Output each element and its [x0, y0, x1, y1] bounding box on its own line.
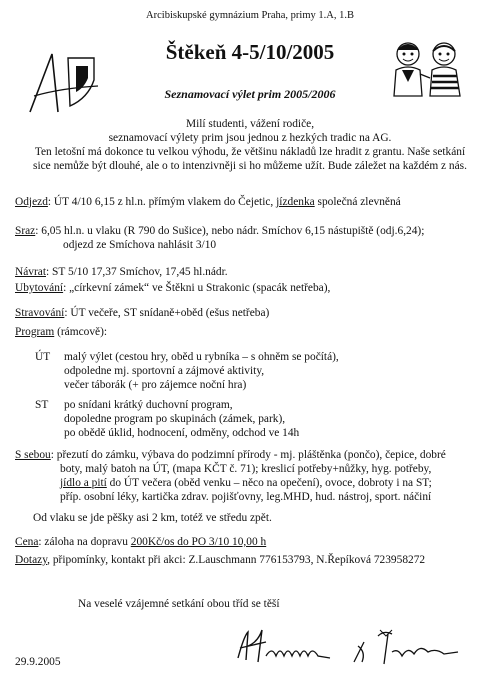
- cena-label: Cena: [15, 536, 39, 548]
- document-date: 29.9.2005: [15, 656, 61, 668]
- page-subtitle: Seznamovací výlet prim 2005/2006: [164, 87, 336, 101]
- program-item: večer táborák (+ pro zájemce noční hra): [64, 379, 247, 391]
- odjezd-text-end: společná zlevněná: [314, 196, 401, 208]
- sebou-row: [15, 448, 446, 462]
- odjezd-row: [15, 195, 401, 209]
- program-note: (rámcově):: [54, 326, 108, 338]
- odjezd-text: : ÚT 4/10 6,15 z hl.n. přímým vlakem do Čejetic,: [47, 196, 277, 208]
- ubytovani-label: Ubytování: [15, 282, 64, 294]
- sebou-line2: boty, malý batoh na ÚT, (mapa KČT č. 71); kreslicí potřeby+nůžky, hyg. potřeby,: [60, 463, 432, 475]
- walk-note: Od vlaku se jde pěšky asi 2 km, totéž ve středu zpět.: [33, 512, 272, 524]
- odjezd-ticket: jízdenka: [276, 196, 315, 208]
- stravovani-label: Stravování: [15, 307, 65, 319]
- program-item: dopoledne program po skupinách (zámek, park),: [64, 413, 286, 425]
- dotazy-text: , připomínky, kontakt při akci: Z.Lauschmann 776153793, N.Řepíková 723958272: [47, 554, 426, 566]
- stravovani-row: [15, 306, 269, 320]
- program-item: po snídani krátký duchovní program,: [64, 399, 233, 411]
- intro-line: Ten letošní má dokonce tu velkou výhodu, že většinu nákladů lze hradit z grantu. Naše setkání: [34, 146, 466, 158]
- sebou-food-label: jídlo a pití: [60, 477, 107, 489]
- sebou-food-row: [60, 476, 432, 490]
- program-label: Program: [15, 326, 55, 338]
- cena-row: [15, 535, 266, 549]
- sebou-line4: příp. osobní léky, kartička zdrav. pojišťovny, leg.MHD, hud. nástroj, sport. náčiní: [60, 491, 432, 503]
- sraz-line2: odjezd ze Smíchova nahlásit 3/10: [63, 239, 217, 251]
- cena-text: : záloha na dopravu: [38, 536, 131, 548]
- sebou-label: S sebou: [15, 449, 51, 461]
- page-title: Štěkeň 4-5/10/2005: [165, 40, 335, 64]
- handwritten-signatures: [232, 622, 472, 672]
- navrat-row: [15, 265, 228, 279]
- odjezd-label: Odjezd: [15, 196, 48, 208]
- program-day-ut: ÚT: [35, 351, 51, 363]
- intro-greeting: Milí studenti, vážení rodiče,: [185, 118, 315, 130]
- intro-line: seznamovací výlety prim jsou jednou z hezkých tradic na AG.: [108, 132, 392, 144]
- dotazy-row: [15, 553, 425, 567]
- sebou-text: : přezutí do zámku, výbava do podzimní přírody - mj. pláštěnka (pončo), čepice, dobré: [50, 449, 446, 461]
- closing-line: Na veselé vzájemné setkání obou tříd se těší: [78, 598, 280, 610]
- ubytovani-row: [15, 281, 330, 295]
- program-day-st: ST: [35, 399, 49, 411]
- ubytovani-text: : „církevní zámek“ ve Štěkni u Strakonic (spacák netřeba),: [63, 282, 331, 294]
- intro-line: sice nemůže být dlouhé, ale o to intenzivněji si ho můžeme užít. Bude záležet na každém z nás.: [33, 160, 467, 172]
- program-item: malý výlet (cestou hry, oběd u rybníka – s ohněm se počítá),: [64, 351, 339, 363]
- sraz-text: : 6,05 hl.n. u vlaku (R 790 do Sušice), nebo nádr. Smíchov 6,15 nástupiště (odj.6,24);: [35, 225, 425, 237]
- sraz-row: [15, 224, 424, 238]
- navrat-text: : ST 5/10 17,37 Smíchov, 17,45 hl.nádr.: [46, 266, 228, 278]
- program-item: odpoledne mj. sportovní a zájmové aktivity,: [64, 365, 265, 377]
- cena-amount: 200Kč/os do PO 3/10 10,00 h: [130, 536, 267, 548]
- sraz-label: Sraz: [15, 225, 36, 237]
- navrat-label: Návrat: [15, 266, 46, 278]
- stravovani-text: : ÚT večeře, ST snídaně+oběd (ešus netřeba): [64, 307, 270, 319]
- program-item: po obědě úklid, hodnocení, odměny, odchod ve 14h: [64, 427, 300, 439]
- dotazy-label: Dotazy: [15, 554, 48, 566]
- program-row: [15, 325, 107, 339]
- sebou-food-text: do ÚT večera (oběd venku – něco na opečení), ovoce, dobroty i na ST;: [106, 477, 432, 489]
- school-line: Arcibiskupské gymnázium Praha, primy 1.A, 1.B: [146, 10, 354, 21]
